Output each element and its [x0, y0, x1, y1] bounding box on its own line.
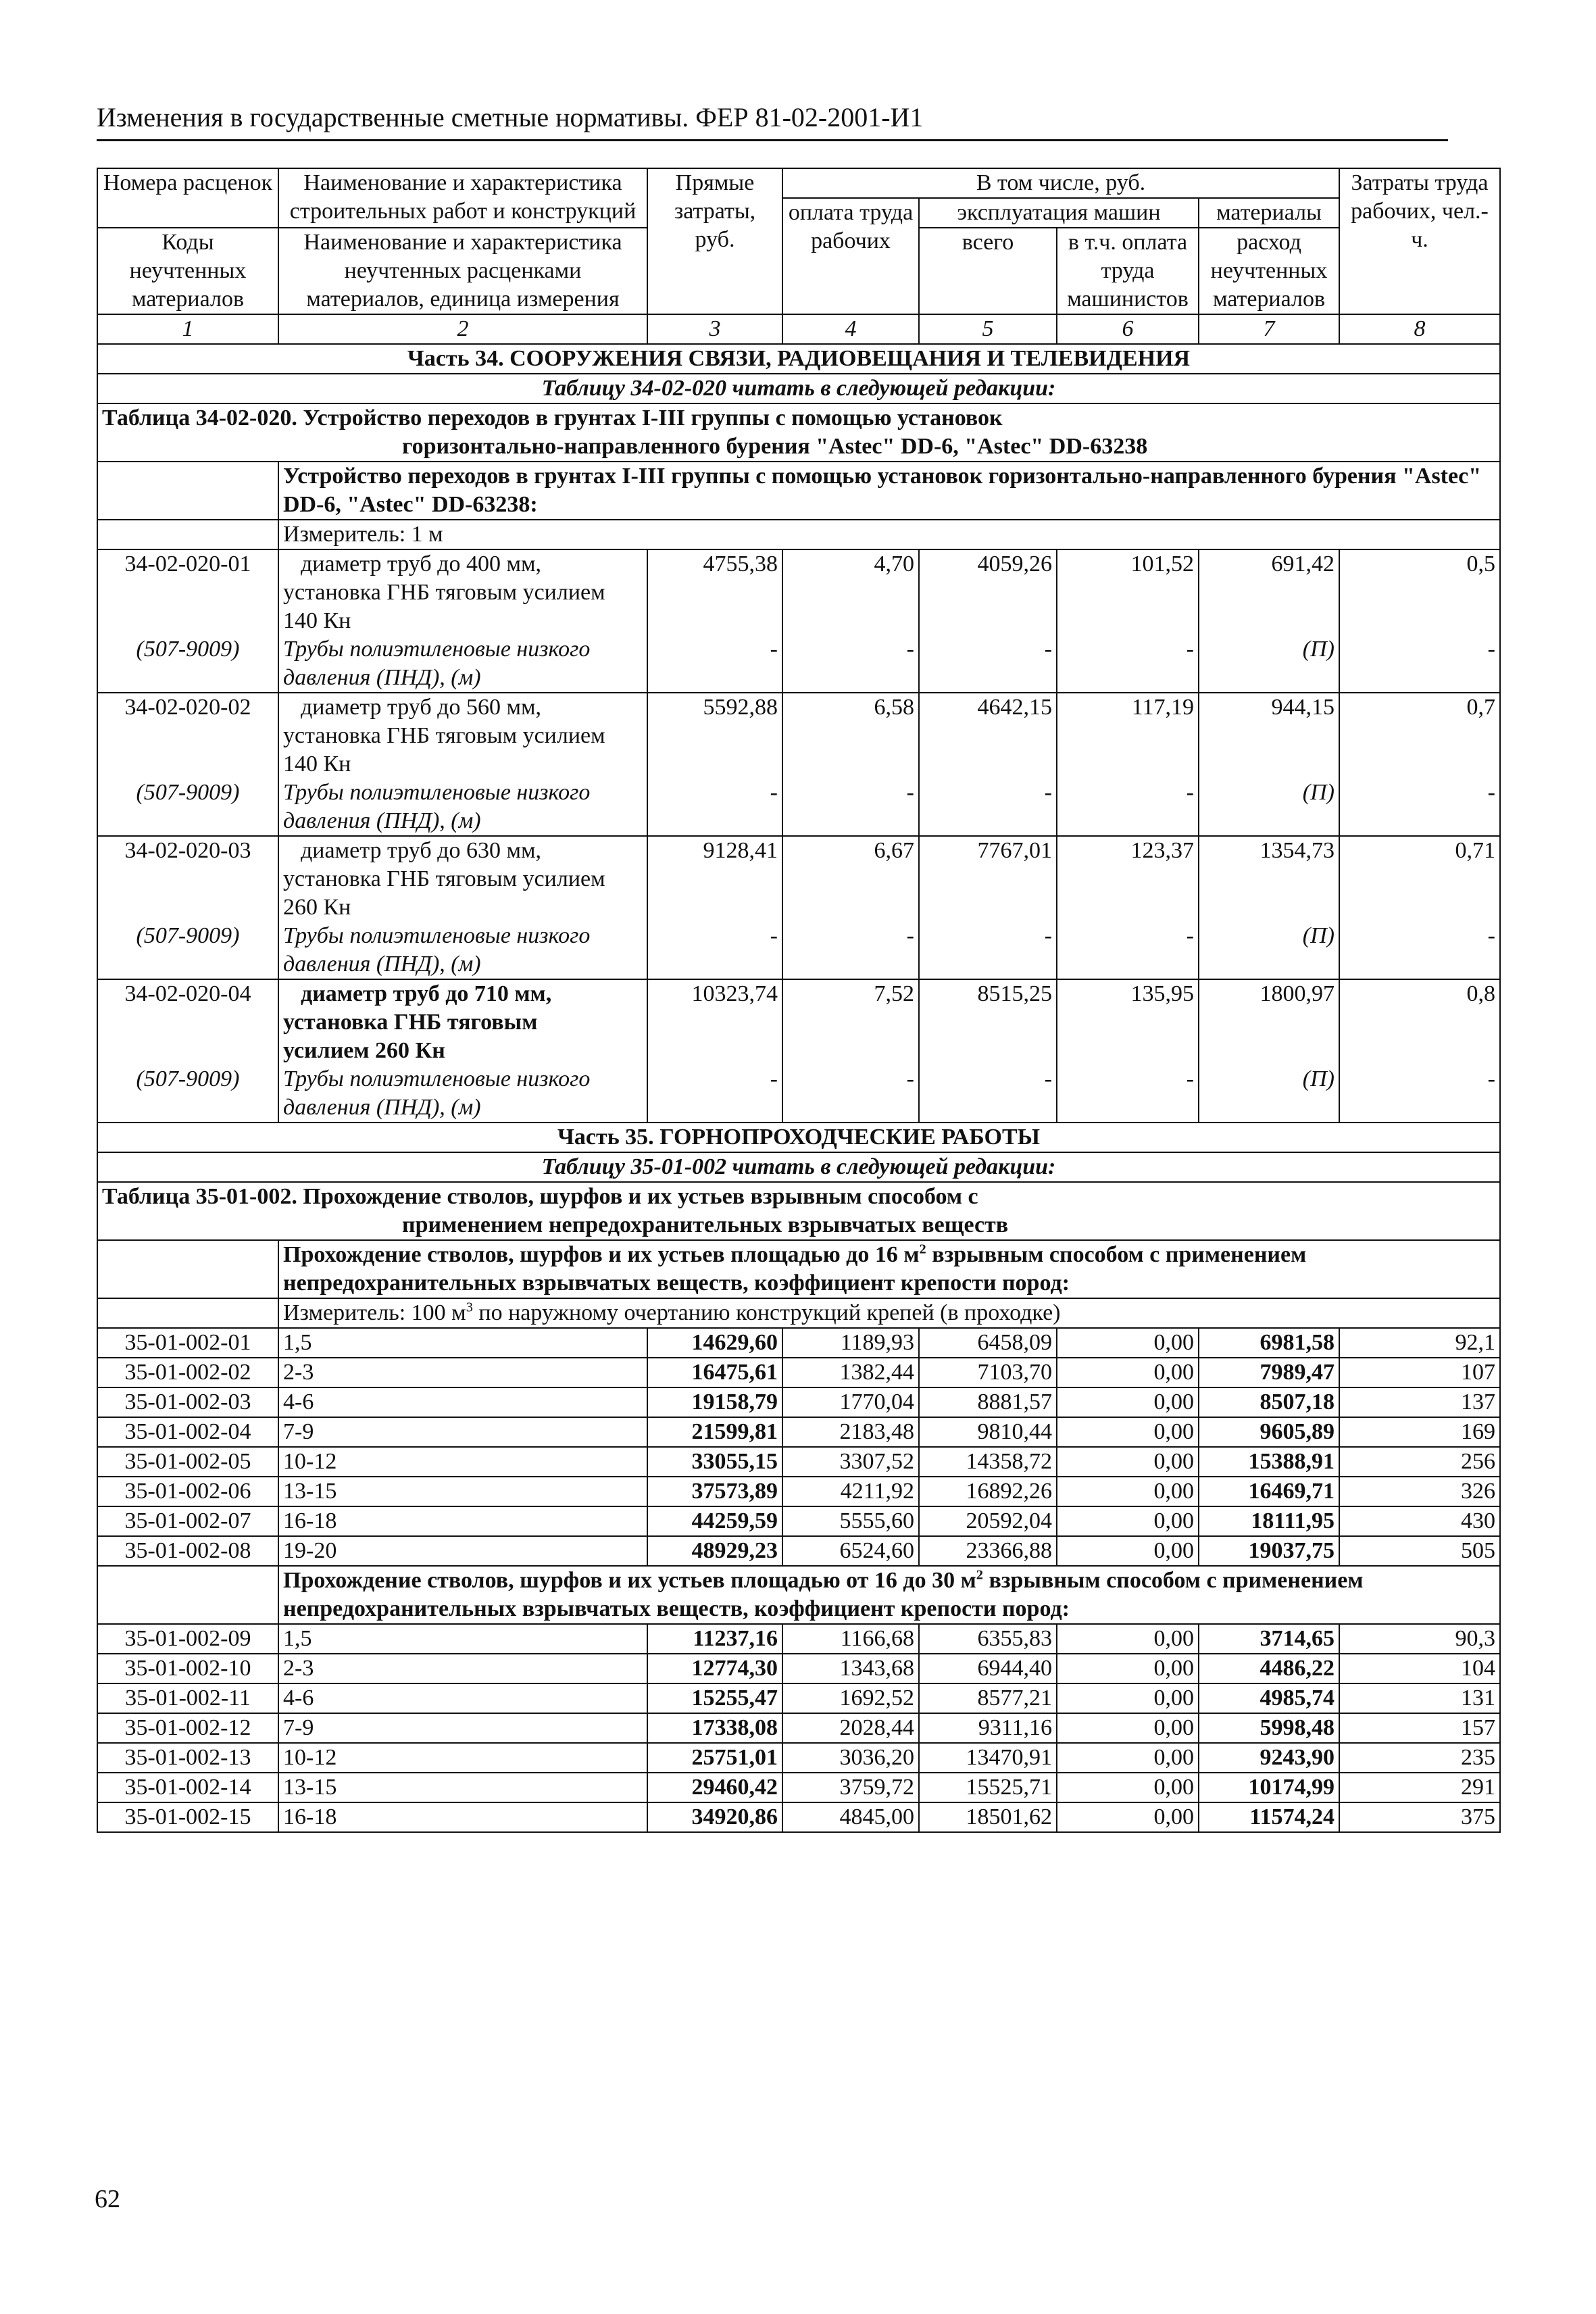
dash: - [770, 780, 778, 805]
direct-cost: 33055,15 [647, 1447, 782, 1477]
dash: - [1487, 637, 1495, 662]
row-code: 34-02-020-04 [124, 981, 251, 1006]
part34-table-title-row [97, 403, 1500, 462]
machinist-labor: 0,00 [1057, 1447, 1199, 1477]
strength-coefficient: 16-18 [278, 1506, 647, 1536]
direct-cost: 37573,89 [647, 1477, 782, 1506]
part35-measure: Измеритель: 100 $м^3$ по наружному очертанию конструкций крепей (в проходке) [278, 1298, 1500, 1328]
dash: - [1487, 780, 1495, 805]
part34-table-title-line2: горизонтально-направленного бурения "Astec" DD-6, "Astec" DD-63238 [402, 434, 1148, 459]
material-name-line1: Трубы полиэтиленовые низкого [283, 923, 591, 948]
machine-cost: 18501,62 [919, 1802, 1057, 1832]
labor-cost: 4211,92 [782, 1477, 919, 1506]
direct-cost: 16475,61 [647, 1358, 782, 1387]
machinist-labor: 135,95 [1130, 981, 1194, 1006]
material-mark: (П) [1302, 637, 1335, 662]
machine-cost: 20592,04 [919, 1506, 1057, 1536]
header-col4: оплата труда рабочих [782, 198, 919, 314]
material-name-line2: давления (ПНД), (м) [283, 808, 481, 833]
material-cost: 10174,99 [1199, 1773, 1339, 1802]
header-row-1 [97, 168, 1500, 198]
machinist-labor: 0,00 [1057, 1536, 1199, 1566]
labor-hours: 92,1 [1339, 1328, 1500, 1358]
row-code: 35-01-002-08 [97, 1536, 278, 1566]
machine-cost: 9311,16 [919, 1713, 1057, 1743]
material-code: (507-9009) [136, 923, 240, 948]
material-cost: 19037,75 [1199, 1536, 1339, 1566]
part35-desc1-row [97, 1240, 1500, 1298]
dash: - [906, 637, 914, 662]
labor-cost: 4,70 [874, 551, 914, 576]
machine-cost: 7103,70 [919, 1358, 1057, 1387]
direct-cost: 11237,16 [647, 1624, 782, 1654]
machine-cost: 13470,91 [919, 1743, 1057, 1773]
part34-table-title-line1: Таблица 34-02-020. Устройство переходов в грунтах I-III группы с помощью установок [102, 405, 1003, 430]
direct-cost: 19158,79 [647, 1387, 782, 1417]
direct-cost: 9128,41 [703, 838, 778, 863]
part35-table-title-line2: применением непредохранительных взрывчатых веществ [402, 1212, 1009, 1237]
machinist-labor: 0,00 [1057, 1624, 1199, 1654]
labor-cost: 3307,52 [782, 1447, 919, 1477]
row-code: 35-01-002-15 [97, 1802, 278, 1832]
direct-cost: 14629,60 [647, 1328, 782, 1358]
material-name-line2: давления (ПНД), (м) [283, 1095, 481, 1120]
machinist-labor: 0,00 [1057, 1654, 1199, 1683]
part34-title-row [97, 344, 1500, 374]
machine-cost: 9810,44 [919, 1417, 1057, 1447]
machinist-labor: 101,52 [1130, 551, 1194, 576]
row-name-line3: 140 Кн [283, 608, 351, 633]
machine-cost: 8515,25 [977, 981, 1052, 1006]
direct-cost: 21599,81 [647, 1417, 782, 1447]
strength-coefficient: 13-15 [278, 1477, 647, 1506]
strength-coefficient: 7-9 [278, 1417, 647, 1447]
machine-cost: 7767,01 [977, 838, 1052, 863]
material-cost: 4985,74 [1199, 1683, 1339, 1713]
machine-cost: 6458,09 [919, 1328, 1057, 1358]
header-col2-top: Наименование и характеристика строительных работ и конструкций [278, 168, 647, 228]
labor-hours: 137 [1339, 1387, 1500, 1417]
part35-table-title [97, 1182, 1500, 1240]
table-row [97, 1477, 1500, 1506]
material-cost: 8507,18 [1199, 1387, 1339, 1417]
header-col2-bottom: Наименование и характеристика неучтенных расценками материалов, единица измерения [278, 228, 647, 314]
part35-desc1: Прохождение стволов, шурфов и их устьев площадью до 16 $м^2$ взрывным способом с применением непредохранительных взрывчатых веществ, коэффициент крепости пород: [278, 1240, 1500, 1298]
labor-hours: 104 [1339, 1654, 1500, 1683]
row-name-line3: 140 Кн [283, 752, 351, 777]
header-col6: в т.ч. оплата труда машинистов [1057, 228, 1199, 314]
table-row [97, 1713, 1500, 1743]
material-name-line2: давления (ПНД), (м) [283, 665, 481, 690]
dash: - [1044, 637, 1052, 662]
direct-cost: 10323,74 [691, 981, 778, 1006]
header-col1-top: Номера расценок [97, 168, 278, 228]
direct-cost: 5592,88 [703, 695, 778, 720]
labor-hours: 157 [1339, 1713, 1500, 1743]
machinist-labor: 0,00 [1057, 1713, 1199, 1743]
labor-cost: 3759,72 [782, 1773, 919, 1802]
dash: - [1186, 923, 1194, 948]
part34-desc: Устройство переходов в грунтах I-III группы с помощью установок горизонтально-направленного бурения "Astec" DD-6, "Astec" DD-63238: [278, 462, 1500, 520]
table-row [97, 1743, 1500, 1773]
material-name-line1: Трубы полиэтиленовые низкого [283, 1066, 591, 1091]
material-code: (507-9009) [136, 1066, 240, 1091]
labor-hours: 326 [1339, 1477, 1500, 1506]
labor-cost: 4845,00 [782, 1802, 919, 1832]
table-row [97, 1624, 1500, 1654]
material-cost: 1800,97 [1260, 981, 1335, 1006]
machine-cost: 6355,83 [919, 1624, 1057, 1654]
row-code: 34-02-020-03 [124, 838, 251, 863]
strength-coefficient: 2-3 [278, 1358, 647, 1387]
machine-cost: 23366,88 [919, 1536, 1057, 1566]
col-number: 4 [782, 314, 919, 344]
labor-cost: 2028,44 [782, 1713, 919, 1743]
labor-cost: 1343,68 [782, 1654, 919, 1683]
table-row [97, 1654, 1500, 1683]
dash: - [906, 1066, 914, 1091]
machinist-labor: 0,00 [1057, 1743, 1199, 1773]
col-number: 1 [97, 314, 278, 344]
machine-cost: 6944,40 [919, 1654, 1057, 1683]
row-code: 34-02-020-01 [124, 551, 251, 576]
part34-measure: Измеритель: 1 м [278, 520, 1500, 549]
direct-cost: 48929,23 [647, 1536, 782, 1566]
row-code: 35-01-002-10 [97, 1654, 278, 1683]
labor-cost: 5555,60 [782, 1506, 919, 1536]
part35-desc2: Прохождение стволов, шурфов и их устьев площадью от 16 до 30 $м^2$ взрывным способом с применением непредохранительных взрывчатых веществ, коэффициент крепости пород: [278, 1566, 1500, 1624]
direct-cost: 25751,01 [647, 1743, 782, 1773]
header-group-materials: материалы [1199, 198, 1339, 228]
row-code: 35-01-002-11 [97, 1683, 278, 1713]
material-cost: 944,15 [1271, 695, 1335, 720]
machinist-labor: 0,00 [1057, 1358, 1199, 1387]
col-number: 5 [919, 314, 1057, 344]
labor-cost: 1189,93 [782, 1328, 919, 1358]
material-mark: (П) [1302, 923, 1335, 948]
row-code: 35-01-002-03 [97, 1387, 278, 1417]
labor-hours: 235 [1339, 1743, 1500, 1773]
labor-cost: 1166,68 [782, 1624, 919, 1654]
row-code: 35-01-002-01 [97, 1328, 278, 1358]
direct-cost: 44259,59 [647, 1506, 782, 1536]
material-cost: 9243,90 [1199, 1743, 1339, 1773]
row-code: 35-01-002-09 [97, 1624, 278, 1654]
row-code: 35-01-002-14 [97, 1773, 278, 1802]
dash: - [1487, 1066, 1495, 1091]
table-row [97, 836, 1500, 979]
row-code: 35-01-002-13 [97, 1743, 278, 1773]
table-row [97, 1802, 1500, 1832]
dash: - [770, 637, 778, 662]
row-name-line3: 260 Кн [283, 895, 351, 920]
machinist-labor: 0,00 [1057, 1773, 1199, 1802]
row-code: 34-02-020-02 [124, 695, 251, 720]
labor-cost: 1770,04 [782, 1387, 919, 1417]
direct-cost: 17338,08 [647, 1713, 782, 1743]
strength-coefficient: 19-20 [278, 1536, 647, 1566]
part34-redaction-row [97, 374, 1500, 403]
material-cost: 4486,22 [1199, 1654, 1339, 1683]
machine-cost: 8881,57 [919, 1387, 1057, 1417]
header-col1-bottom: Коды неучтенных материалов [97, 228, 278, 314]
material-cost: 691,42 [1271, 551, 1335, 576]
machine-cost: 15525,71 [919, 1773, 1057, 1802]
part34-title: Часть 34. СООРУЖЕНИЯ СВЯЗИ, РАДИОВЕЩАНИЯ И ТЕЛЕВИДЕНИЯ [97, 344, 1500, 374]
column-numbers-row [97, 314, 1500, 344]
dash: - [1186, 780, 1194, 805]
strength-coefficient: 16-18 [278, 1802, 647, 1832]
material-mark: (П) [1302, 1066, 1335, 1091]
col-number: 6 [1057, 314, 1199, 344]
part35-group1 [97, 1328, 1500, 1566]
material-cost: 15388,91 [1199, 1447, 1339, 1477]
material-code: (507-9009) [136, 637, 240, 662]
row-name-line1: диаметр труб до 710 мм, [301, 981, 552, 1006]
labor-hours: 0,8 [1466, 981, 1495, 1006]
machine-cost: 8577,21 [919, 1683, 1057, 1713]
part35-redaction: Таблицу 35-01-002 читать в следующей редакции: [97, 1152, 1500, 1182]
table-row [97, 1447, 1500, 1477]
material-name-line1: Трубы полиэтиленовые низкого [283, 780, 591, 805]
table-row [97, 1506, 1500, 1536]
dash: - [1044, 780, 1052, 805]
table-row [97, 549, 1500, 693]
labor-cost: 3036,20 [782, 1743, 919, 1773]
part35-title: Часть 35. ГОРНОПРОХОДЧЕСКИЕ РАБОТЫ [97, 1123, 1500, 1152]
labor-hours: 291 [1339, 1773, 1500, 1802]
material-cost: 16469,71 [1199, 1477, 1339, 1506]
labor-cost: 6524,60 [782, 1536, 919, 1566]
material-mark: (П) [1302, 780, 1335, 805]
strength-coefficient: 10-12 [278, 1743, 647, 1773]
col-number: 7 [1199, 314, 1339, 344]
machinist-labor: 117,19 [1131, 695, 1194, 720]
row-code: 35-01-002-05 [97, 1447, 278, 1477]
labor-hours: 169 [1339, 1417, 1500, 1447]
labor-hours: 505 [1339, 1536, 1500, 1566]
strength-coefficient: 1,5 [278, 1328, 647, 1358]
labor-cost: 7,52 [874, 981, 914, 1006]
table-row [97, 979, 1500, 1123]
table-row [97, 1536, 1500, 1566]
dash: - [1044, 923, 1052, 948]
row-name-line1: диаметр труб до 560 мм, [301, 695, 541, 720]
machinist-labor: 123,37 [1130, 838, 1194, 863]
strength-coefficient: 13-15 [278, 1773, 647, 1802]
part35-group2 [97, 1624, 1500, 1832]
dash: - [770, 1066, 778, 1091]
dash: - [906, 923, 914, 948]
row-name-line3: усилием 260 Кн [283, 1038, 445, 1063]
row-code: 35-01-002-02 [97, 1358, 278, 1387]
header-group-machines: эксплуатация машин [919, 198, 1199, 228]
material-cost: 11574,24 [1199, 1802, 1339, 1832]
material-cost: 1354,73 [1260, 838, 1335, 863]
labor-hours: 90,3 [1339, 1624, 1500, 1654]
col-number: 3 [647, 314, 782, 344]
material-cost: 6981,58 [1199, 1328, 1339, 1358]
strength-coefficient: 4-6 [278, 1683, 647, 1713]
row-code: 35-01-002-07 [97, 1506, 278, 1536]
part35-table-title-line1: Таблица 35-01-002. Прохождение стволов, шурфов и их устьев взрывным способом с [102, 1184, 978, 1209]
material-cost: 7989,47 [1199, 1358, 1339, 1387]
row-code: 35-01-002-04 [97, 1417, 278, 1447]
col-number: 8 [1339, 314, 1500, 344]
direct-cost: 12774,30 [647, 1654, 782, 1683]
part35-title-row [97, 1123, 1500, 1152]
table-row [97, 1683, 1500, 1713]
document-header: Изменения в государственные сметные нормативы. ФЕР 81-02-2001-И1 [97, 101, 1448, 141]
material-cost: 9605,89 [1199, 1417, 1339, 1447]
row-name-line2: установка ГНБ тяговым усилием [283, 580, 605, 605]
part35-measure-row [97, 1298, 1500, 1328]
page-number: 62 [95, 2185, 120, 2213]
strength-coefficient: 1,5 [278, 1624, 647, 1654]
table-row [97, 1358, 1500, 1387]
machine-cost: 4642,15 [977, 695, 1052, 720]
header-col5: всего [919, 228, 1057, 314]
dash: - [1186, 1066, 1194, 1091]
table-row [97, 1387, 1500, 1417]
machine-cost: 16892,26 [919, 1477, 1057, 1506]
direct-cost: 34920,86 [647, 1802, 782, 1832]
machine-cost: 4059,26 [977, 551, 1052, 576]
header-col7: расход неучтенных материалов [1199, 228, 1339, 314]
part34-measure-row [97, 520, 1500, 549]
labor-cost: 6,58 [874, 695, 914, 720]
machine-cost: 14358,72 [919, 1447, 1057, 1477]
part34-table-title [97, 403, 1500, 462]
dash: - [1487, 923, 1495, 948]
strength-coefficient: 10-12 [278, 1447, 647, 1477]
part35-desc2-row [97, 1566, 1500, 1624]
header-group-main: В том числе, руб. [782, 168, 1339, 198]
machinist-labor: 0,00 [1057, 1506, 1199, 1536]
row-name-line1: диаметр труб до 400 мм, [301, 551, 541, 576]
dash: - [1186, 637, 1194, 662]
row-name-line2: установка ГНБ тяговым усилием [283, 866, 605, 891]
direct-cost: 4755,38 [703, 551, 778, 576]
direct-cost: 29460,42 [647, 1773, 782, 1802]
labor-cost: 1382,44 [782, 1358, 919, 1387]
machinist-labor: 0,00 [1057, 1387, 1199, 1417]
material-cost: 5998,48 [1199, 1713, 1339, 1743]
labor-hours: 256 [1339, 1447, 1500, 1477]
strength-coefficient: 7-9 [278, 1713, 647, 1743]
dash: - [770, 923, 778, 948]
machinist-labor: 0,00 [1057, 1683, 1199, 1713]
machinist-labor: 0,00 [1057, 1417, 1199, 1447]
labor-cost: 2183,48 [782, 1417, 919, 1447]
labor-hours: 375 [1339, 1802, 1500, 1832]
strength-coefficient: 2-3 [278, 1654, 647, 1683]
row-code: 35-01-002-12 [97, 1713, 278, 1743]
table-row [97, 1328, 1500, 1358]
part34-desc-row [97, 462, 1500, 520]
row-name-line1: диаметр труб до 630 мм, [301, 838, 541, 863]
col-number: 2 [278, 314, 647, 344]
direct-cost: 15255,47 [647, 1683, 782, 1713]
labor-hours: 107 [1339, 1358, 1500, 1387]
row-code: 35-01-002-06 [97, 1477, 278, 1506]
labor-hours: 0,5 [1466, 551, 1495, 576]
part35-redaction-row [97, 1152, 1500, 1182]
material-name-line1: Трубы полиэтиленовые низкого [283, 637, 591, 662]
material-code: (507-9009) [136, 780, 240, 805]
labor-hours: 131 [1339, 1683, 1500, 1713]
table-row [97, 1417, 1500, 1447]
table-row [97, 1773, 1500, 1802]
part35-table-title-row [97, 1182, 1500, 1240]
machinist-labor: 0,00 [1057, 1477, 1199, 1506]
norms-table [97, 168, 1501, 1833]
strength-coefficient: 4-6 [278, 1387, 647, 1417]
labor-hours: 0,71 [1455, 838, 1495, 863]
row-name-line2: установка ГНБ тяговым [283, 1010, 538, 1035]
labor-hours: 430 [1339, 1506, 1500, 1536]
machinist-labor: 0,00 [1057, 1802, 1199, 1832]
material-cost: 3714,65 [1199, 1624, 1339, 1654]
header-col8: Затраты труда рабочих, чел.-ч. [1339, 168, 1500, 314]
dash: - [1044, 1066, 1052, 1091]
part34-redaction: Таблицу 34-02-020 читать в следующей редакции: [97, 374, 1500, 403]
table-row [97, 693, 1500, 836]
header-col3: Прямые затраты, руб. [647, 168, 782, 314]
row-name-line2: установка ГНБ тяговым усилием [283, 723, 605, 748]
labor-cost: 6,67 [874, 838, 914, 863]
machinist-labor: 0,00 [1057, 1328, 1199, 1358]
labor-hours: 0,7 [1466, 695, 1495, 720]
labor-cost: 1692,52 [782, 1683, 919, 1713]
material-cost: 18111,95 [1199, 1506, 1339, 1536]
material-name-line2: давления (ПНД), (м) [283, 952, 481, 977]
dash: - [906, 780, 914, 805]
